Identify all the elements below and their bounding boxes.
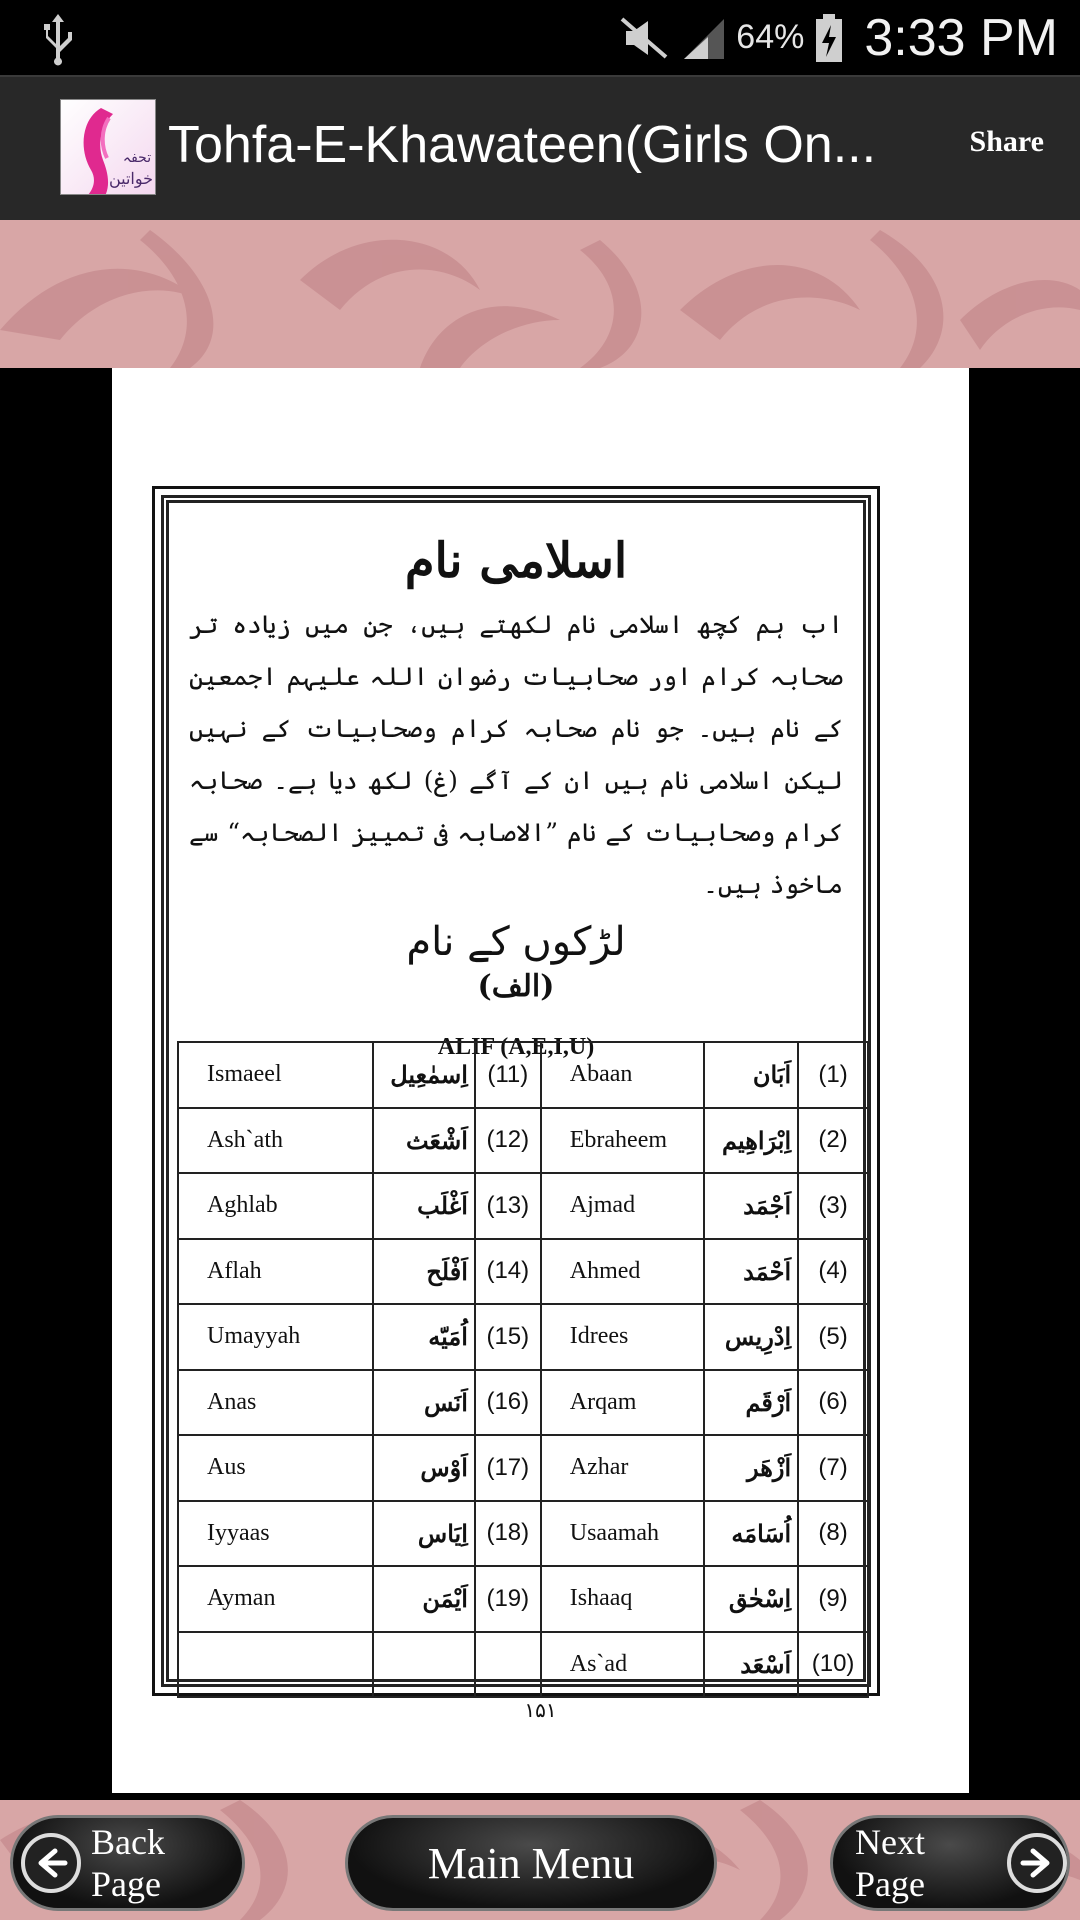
- name-arabic: اَجْمَد: [704, 1173, 798, 1239]
- name-arabic: اِدْرِیس: [704, 1304, 798, 1370]
- name-english: Ajmad: [541, 1173, 705, 1239]
- app-title: Tohfa-E-Khawateen(Girls On...: [168, 116, 877, 174]
- name-english: Aflah: [178, 1239, 373, 1305]
- name-english: Ebraheem: [541, 1108, 705, 1174]
- floral-banner-top: [0, 220, 1080, 368]
- table-row: [178, 1370, 868, 1436]
- name-english: [178, 1632, 373, 1698]
- battery-charging-icon: [814, 13, 844, 63]
- usb-icon: [38, 10, 78, 66]
- action-bar: [0, 75, 1080, 220]
- name-arabic: اِسمٰعِیل: [373, 1042, 475, 1108]
- urdu-alif-heading: (الف): [477, 969, 555, 1004]
- svg-text:خواتین: خواتین: [108, 169, 154, 188]
- urdu-title: اسلامی نام: [404, 533, 628, 589]
- name-number: (1): [798, 1042, 868, 1108]
- name-number: (13): [475, 1173, 541, 1239]
- name-number: (17): [475, 1435, 541, 1501]
- clock: 3:33 PM: [864, 8, 1058, 67]
- name-number: [475, 1632, 541, 1698]
- name-english: Ishaaq: [541, 1566, 705, 1632]
- name-number: (16): [475, 1370, 541, 1436]
- name-number: (15): [475, 1304, 541, 1370]
- table-row: [178, 1435, 868, 1501]
- name-english: Umayyah: [178, 1304, 373, 1370]
- name-number: (8): [798, 1501, 868, 1567]
- name-number: (11): [475, 1042, 541, 1108]
- table-row: [178, 1042, 868, 1108]
- name-number: (14): [475, 1239, 541, 1305]
- name-english: Idrees: [541, 1304, 705, 1370]
- main-menu-label: Main Menu: [427, 1838, 635, 1888]
- name-arabic: اَبَان: [704, 1042, 798, 1108]
- name-english: Ayman: [178, 1566, 373, 1632]
- name-english: Azhar: [541, 1435, 705, 1501]
- table-row: [178, 1632, 868, 1698]
- arrow-left-icon: [21, 1833, 81, 1893]
- back-page-label: Back Page: [91, 1822, 165, 1904]
- book-page: [112, 368, 969, 1793]
- main-menu-button[interactable]: [345, 1815, 717, 1911]
- name-arabic: اِیَاس: [373, 1501, 475, 1567]
- name-arabic: اَغْلَب: [373, 1173, 475, 1239]
- name-arabic: اَوْس: [373, 1435, 475, 1501]
- name-arabic: اَرْقَم: [704, 1370, 798, 1436]
- content-area: [0, 368, 1080, 1800]
- status-icons: [618, 0, 1058, 75]
- arrow-right-icon: [1007, 1833, 1067, 1893]
- name-english: Arqam: [541, 1370, 705, 1436]
- share-button[interactable]: Share: [969, 125, 1044, 158]
- name-english: Abaan: [541, 1042, 705, 1108]
- page-frame: [152, 486, 880, 1696]
- app-logo-icon: [60, 99, 156, 195]
- name-number: (18): [475, 1501, 541, 1567]
- name-english: Ahmed: [541, 1239, 705, 1305]
- svg-text:تحفہ: تحفہ: [122, 150, 152, 166]
- name-number: (7): [798, 1435, 868, 1501]
- table-row: [178, 1501, 868, 1567]
- name-arabic: اِبْرَاهِیم: [704, 1108, 798, 1174]
- name-english: Ash`ath: [178, 1108, 373, 1174]
- name-english: As`ad: [541, 1632, 705, 1698]
- name-arabic: اَفْلَح: [373, 1239, 475, 1305]
- name-arabic: اَحْمَد: [704, 1239, 798, 1305]
- name-arabic: اُمَیّه: [373, 1304, 475, 1370]
- next-page-button[interactable]: [830, 1815, 1070, 1911]
- signal-icon: [682, 15, 726, 61]
- name-number: (19): [475, 1566, 541, 1632]
- name-number: (2): [798, 1108, 868, 1174]
- name-english: Iyyaas: [178, 1501, 373, 1567]
- name-number: (5): [798, 1304, 868, 1370]
- name-number: (10): [798, 1632, 868, 1698]
- names-table: [177, 1041, 869, 1698]
- name-arabic: اَزْهَر: [704, 1435, 798, 1501]
- table-row: [178, 1108, 868, 1174]
- back-page-button[interactable]: [10, 1815, 245, 1911]
- battery-percent: 64%: [736, 18, 805, 56]
- page-frame-inner: [161, 495, 871, 1687]
- name-arabic: اَسْعَد: [704, 1632, 798, 1698]
- name-number: (4): [798, 1239, 868, 1305]
- next-page-label: Next Page: [855, 1822, 925, 1904]
- name-english: Ismaeel: [178, 1042, 373, 1108]
- name-english: Aghlab: [178, 1173, 373, 1239]
- name-english: Usaamah: [541, 1501, 705, 1567]
- table-row: [178, 1566, 868, 1632]
- name-number: (3): [798, 1173, 868, 1239]
- name-english: Aus: [178, 1435, 373, 1501]
- name-number: (6): [798, 1370, 868, 1436]
- table-row: [178, 1173, 868, 1239]
- page-number: ۱۵۱: [524, 1698, 557, 1722]
- name-arabic: اَیْمَن: [373, 1566, 475, 1632]
- name-arabic: اَشْعَث: [373, 1108, 475, 1174]
- urdu-paragraph: اب ہم کچھ اسلامی نام لکھتے ہیں، جن میں زیادہ تر صحابہ کرام اور صحابیات رضوان اللہ علیہم اجمعین کے نام ہیں۔ جو نام صحابہ کرام وصحابیات کے نہیں لیکن اسلامی نام ہیں ان کے آگے (غ) لکھ دیا ہے۔ صحابہ کرام وصحابیات کے نام ”الاصابہ فی تمییز الصحابہ“ سے ماخوذ ہیں۔: [189, 610, 843, 899]
- name-english: Anas: [178, 1370, 373, 1436]
- table-row: [178, 1304, 868, 1370]
- alif-heading: ALIF (A,E,I,U): [437, 1034, 595, 1060]
- name-number: (12): [475, 1108, 541, 1174]
- mute-icon: [618, 15, 672, 61]
- table-row: [178, 1239, 868, 1305]
- name-arabic: اِسْحٰق: [704, 1566, 798, 1632]
- status-bar: [0, 0, 1080, 75]
- name-arabic: اُسَامَه: [704, 1501, 798, 1567]
- name-arabic: [373, 1632, 475, 1698]
- urdu-subtitle: لڑکوں کے نام: [406, 919, 626, 965]
- name-arabic: اَنَس: [373, 1370, 475, 1436]
- name-number: (9): [798, 1566, 868, 1632]
